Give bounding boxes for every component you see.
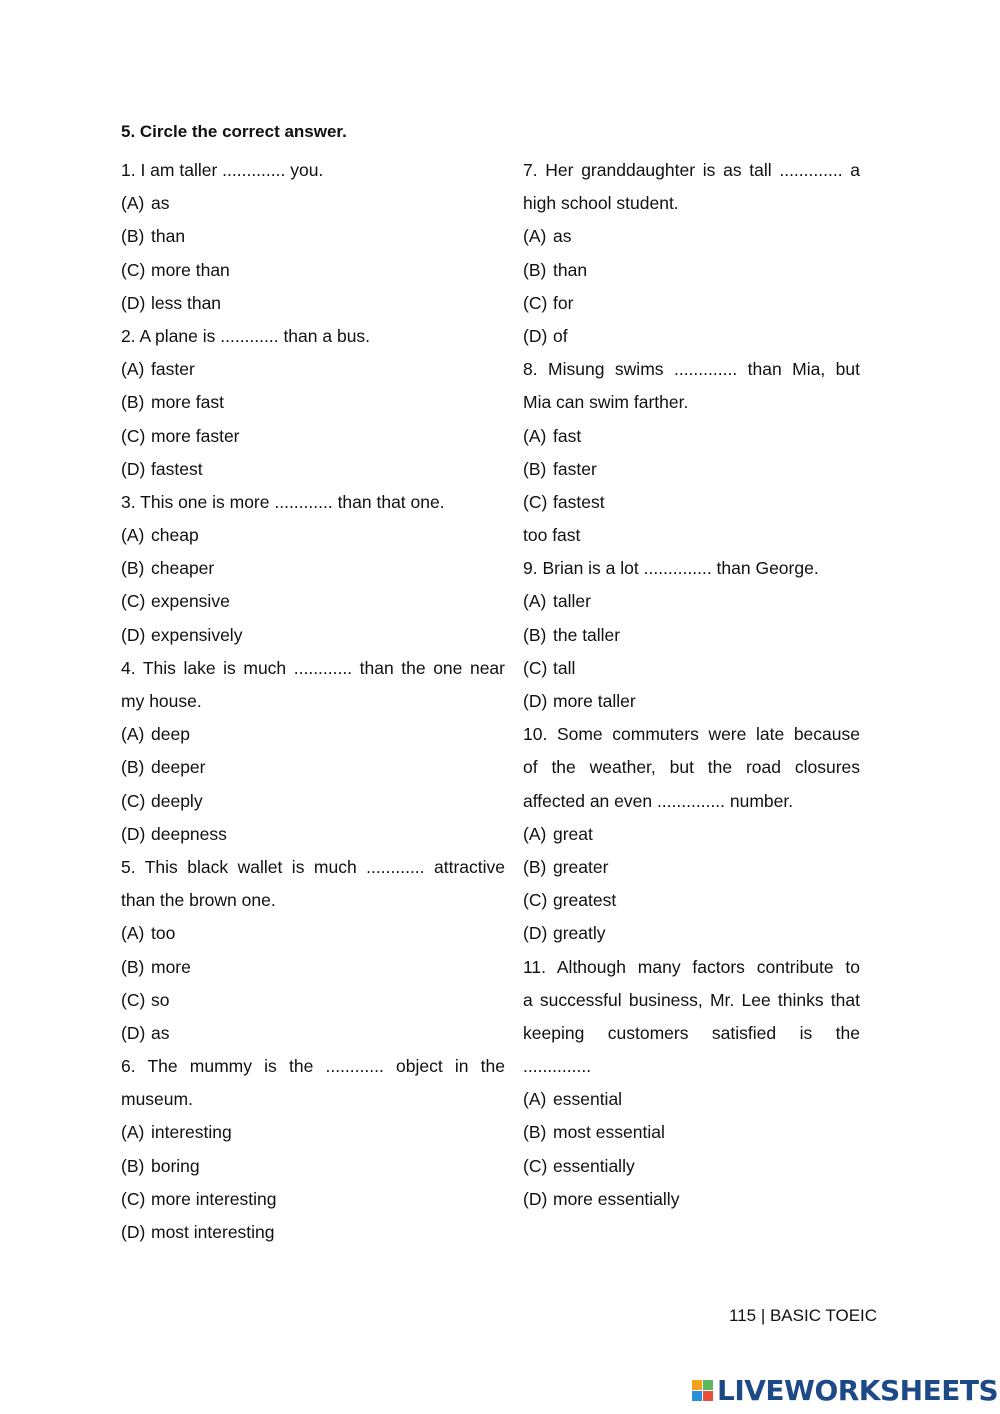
question-line: 3. This one is more ............ than that one. [121, 491, 445, 512]
option-letter: (B) [523, 624, 547, 645]
option-text: as [151, 193, 170, 214]
option-text: cheap [151, 525, 199, 546]
question-line: than the brown one. [121, 890, 276, 911]
answer-option[interactable] [121, 1116, 505, 1149]
option-letter: (A) [523, 226, 547, 247]
answer-option[interactable] [121, 951, 505, 984]
question-line: 11. Although many factors contribute to [523, 956, 860, 977]
page-footer: 115 | BASIC TOEIC [729, 1306, 878, 1325]
option-text: tall [553, 657, 576, 678]
question-line: Mia can swim farther. [523, 392, 689, 413]
answer-option[interactable] [121, 1150, 505, 1183]
answer-option[interactable] [121, 1183, 505, 1216]
option-text: faster [151, 359, 195, 380]
answer-option[interactable] [523, 818, 860, 851]
option-text: than [151, 226, 186, 247]
option-letter: (D) [523, 1188, 548, 1209]
question-line: 5. This black wallet is much ............ attractive [121, 856, 505, 877]
option-text: boring [151, 1155, 200, 1176]
question-line: 4. This lake is much ............ than the one near [121, 657, 505, 678]
option-letter: (B) [523, 1122, 547, 1143]
answer-option[interactable] [121, 420, 505, 453]
option-text: as [151, 1022, 170, 1043]
option-letter: (D) [121, 624, 146, 645]
left-column [121, 154, 505, 1249]
option-text: deeper [151, 757, 206, 778]
option-letter: (C) [121, 989, 146, 1010]
option-letter: (D) [121, 1022, 146, 1043]
answer-option[interactable] [523, 685, 860, 718]
question-line: high school student. [523, 193, 679, 214]
question-line: a successful business, Mr. Lee thinks that [523, 989, 860, 1010]
option-letter: (A) [523, 823, 547, 844]
answer-option[interactable] [523, 1083, 860, 1116]
option-letter: (D) [121, 1222, 146, 1242]
option-letter: (C) [121, 425, 146, 446]
option-text: great [553, 823, 593, 844]
logo-text: LIVEWORKSHEETS [717, 1373, 999, 1407]
answer-option[interactable] [121, 386, 505, 419]
answer-option[interactable] [121, 917, 505, 950]
option-letter: (C) [523, 292, 548, 313]
option-text: interesting [151, 1122, 232, 1143]
option-letter: (D) [121, 823, 146, 844]
option-text: deeply [151, 790, 203, 811]
option-text: expensively [151, 624, 243, 645]
answer-option[interactable] [523, 851, 860, 884]
option-text: fastest [553, 491, 605, 512]
option-letter: (B) [523, 458, 547, 479]
answer-option[interactable] [121, 785, 505, 818]
answer-option[interactable] [523, 1116, 860, 1149]
option-letter: (C) [121, 790, 146, 811]
option-letter: (B) [121, 226, 145, 247]
question-line: of the weather, but the road closures [523, 757, 860, 778]
option-text: expensive [151, 591, 230, 612]
option-text: more than [151, 259, 230, 280]
answer-option[interactable] [523, 220, 860, 253]
option-text: so [151, 989, 170, 1010]
question-line: 6. The mummy is the ............ object in the [121, 1056, 505, 1077]
option-text: more [151, 956, 191, 977]
logo-square [703, 1380, 713, 1390]
answer-option[interactable] [523, 320, 860, 353]
option-letter: (B) [523, 856, 547, 877]
option-text: faster [553, 458, 597, 479]
option-text: less than [151, 292, 222, 313]
option-text: deep [151, 724, 190, 745]
answer-option[interactable] [523, 884, 860, 917]
answer-option[interactable] [523, 287, 860, 320]
option-letter: (C) [121, 259, 146, 280]
answer-option[interactable] [121, 751, 505, 784]
option-letter: (A) [523, 425, 547, 446]
option-letter: (B) [121, 1155, 145, 1176]
answer-option[interactable] [121, 187, 505, 220]
option-text: for [553, 292, 574, 313]
question-line: affected an even .............. number. [523, 790, 794, 811]
option-letter: (A) [523, 591, 547, 612]
answer-option[interactable] [121, 984, 505, 1017]
option-letter: (B) [121, 558, 145, 579]
option-letter: (B) [121, 757, 145, 778]
option-letter: (B) [121, 392, 145, 413]
answer-option[interactable] [121, 619, 505, 652]
option-letter: (C) [121, 591, 146, 612]
answer-option[interactable] [121, 254, 505, 287]
option-letter: (C) [523, 890, 548, 911]
question-line: museum. [121, 1089, 193, 1110]
option-text: most essential [553, 1122, 665, 1143]
option-text: more essentially [553, 1188, 680, 1209]
answer-option[interactable] [121, 287, 505, 320]
question-line: 9. Brian is a lot .............. than George. [523, 558, 819, 579]
option-text: essentially [553, 1155, 635, 1176]
option-letter: (A) [121, 1122, 145, 1143]
liveworksheets-logo[interactable] [692, 1373, 998, 1407]
option-letter: (D) [523, 325, 548, 346]
option-text: than [553, 259, 588, 280]
answer-option[interactable] [523, 1183, 860, 1216]
option-text: of [553, 325, 568, 346]
question-line: .............. [523, 1056, 592, 1077]
option-letter: (D) [121, 458, 146, 479]
answer-option[interactable] [121, 718, 505, 751]
option-letter: (C) [523, 491, 548, 512]
option-text: cheaper [151, 558, 215, 579]
option-text: greatly [553, 923, 606, 944]
option-text: more interesting [151, 1188, 277, 1209]
option-letter: (A) [523, 1089, 547, 1110]
option-letter: (B) [121, 956, 145, 977]
section-heading: 5. Circle the correct answer. [121, 122, 347, 141]
option-letter: (A) [121, 525, 145, 546]
option-letter: (A) [121, 724, 145, 745]
answer-option[interactable] [121, 585, 505, 618]
option-text: essential [553, 1089, 623, 1110]
option-text: fastest [151, 458, 203, 479]
option-text: most interesting [151, 1222, 275, 1242]
question-line: too fast [523, 525, 581, 546]
question-line: 2. A plane is ............ than a bus. [121, 325, 371, 346]
option-text: as [553, 226, 572, 247]
option-letter: (B) [523, 259, 547, 280]
option-text: more fast [151, 392, 224, 413]
option-letter: (C) [523, 657, 548, 678]
option-text: greatest [553, 890, 617, 911]
question-line: 10. Some commuters were late because [523, 724, 860, 745]
option-letter: (A) [121, 923, 145, 944]
answer-option[interactable] [121, 220, 505, 253]
answer-option[interactable] [121, 552, 505, 585]
option-text: the taller [553, 624, 621, 645]
option-letter: (C) [523, 1155, 548, 1176]
logo-icon [692, 1380, 713, 1401]
answer-option[interactable] [523, 1150, 860, 1183]
option-text: fast [553, 425, 582, 446]
option-text: deepness [151, 823, 227, 844]
option-text: more faster [151, 425, 240, 446]
answer-option[interactable] [523, 254, 860, 287]
answer-option[interactable] [523, 619, 860, 652]
question-line: my house. [121, 691, 202, 711]
answer-option[interactable] [121, 1216, 505, 1249]
option-letter: (D) [523, 691, 548, 711]
logo-square [692, 1391, 702, 1401]
option-letter: (A) [121, 193, 145, 214]
answer-option[interactable] [523, 585, 860, 618]
option-letter: (D) [121, 292, 146, 313]
answer-option[interactable] [121, 818, 505, 851]
answer-option[interactable] [121, 353, 505, 386]
logo-square [692, 1380, 702, 1390]
question-line: 8. Misung swims ............. than Mia, but [523, 359, 860, 380]
answer-option[interactable] [121, 519, 505, 552]
option-text: greater [553, 856, 609, 877]
option-letter: (D) [523, 923, 548, 944]
answer-option[interactable] [523, 486, 860, 519]
logo-square [703, 1391, 713, 1401]
question-line: 1. I am taller ............. you. [121, 160, 324, 180]
option-letter: (C) [121, 1188, 146, 1209]
option-text: too [151, 923, 176, 944]
question-line: 7. Her granddaughter is as tall ............. a [523, 160, 860, 180]
answer-option[interactable] [523, 420, 860, 453]
answer-option[interactable] [121, 453, 505, 486]
option-text: taller [553, 591, 591, 612]
answer-option[interactable] [121, 1017, 505, 1050]
answer-option[interactable] [523, 917, 860, 950]
right-column [523, 154, 860, 1216]
question-line: keeping customers satisfied is the [523, 1022, 860, 1043]
answer-option[interactable] [523, 453, 860, 486]
option-text: more taller [553, 691, 636, 711]
option-letter: (A) [121, 359, 145, 380]
answer-option[interactable] [523, 652, 860, 685]
